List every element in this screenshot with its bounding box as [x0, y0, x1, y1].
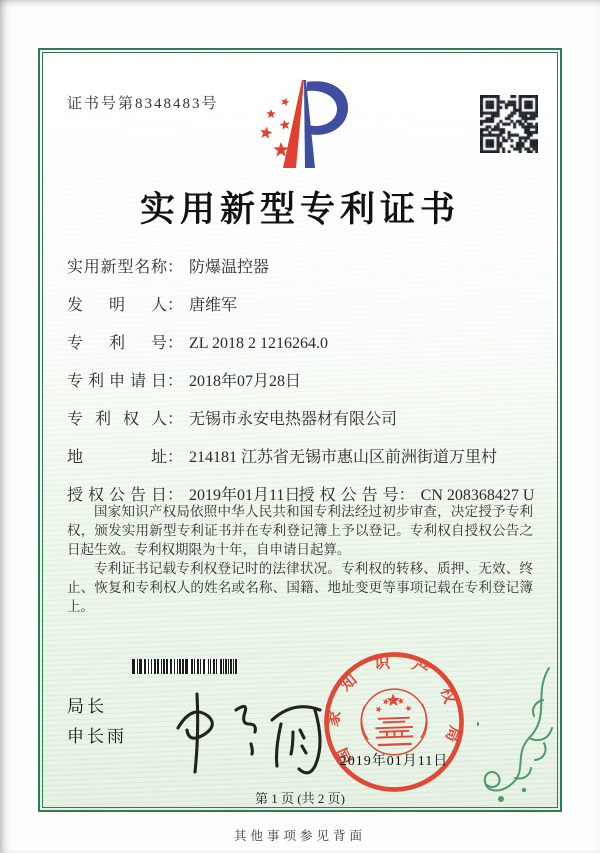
field-colon: ： [398, 487, 415, 504]
field-value: 防爆温控器 [189, 259, 270, 276]
field-colon: ： [167, 259, 184, 276]
field-colon: ： [167, 297, 184, 314]
seal-ring-text: 国家知识产权局 [324, 654, 464, 767]
corner-flourish-icon [477, 666, 555, 804]
certificate-title: 实用新型专利证书 [139, 190, 460, 229]
official-block [67, 692, 127, 752]
legal-paragraph-2: 专利证书记载专利权登记时的法律状况。专利权的转移、质押、无效、终止、恢复和专利权人的姓名或名称、国籍、地址变更等事项记载在专利登记簿上。 [67, 561, 533, 614]
field-label: 地址 [67, 449, 167, 466]
field-colon: ： [167, 449, 184, 466]
qr-code [480, 95, 538, 153]
field-value: 无锡市永安电热器材有限公司 [189, 411, 398, 428]
cnipa-logo-icon [245, 76, 355, 174]
field-label: 专利权人 [67, 411, 167, 428]
field-label: 专利申请日 [67, 373, 167, 390]
director-signature [150, 680, 340, 780]
field-colon: ： [167, 411, 184, 428]
field-list [67, 256, 535, 522]
field-value: 唐维军 [189, 297, 238, 314]
barcode [132, 659, 238, 674]
field-colon: ： [167, 335, 184, 352]
national-emblem-icon [360, 688, 428, 756]
official-name: 申长雨 [67, 727, 127, 746]
field-label: 实用新型名称 [67, 259, 167, 276]
official-post: 局长 [67, 697, 107, 716]
field-label: 授权公告日 [67, 487, 167, 504]
legal-paragraph-1: 国家知识产权局依照中华人民共和国专利法经过初步审查，决定授予专利权，颁发实用新型专利证书并在专利登记簿上予以登记。专利权自授权公告之日起生效。专利权期限为十年，自申请日起算。 [67, 504, 533, 557]
field-row-patentee [67, 408, 535, 432]
field-row-address [67, 446, 535, 470]
page-number: 第 1 页 (共 2 页) [255, 791, 345, 806]
field-label: 发明人 [67, 297, 167, 314]
back-side-note: 其他事项参见背面 [233, 829, 366, 843]
qr-code-canvas [480, 95, 538, 153]
field-row-inventor [67, 294, 535, 318]
field-value: ZL 2018 2 1216264.0 [189, 335, 328, 352]
field-colon: ： [167, 487, 184, 504]
legal-text [67, 502, 533, 616]
field-value: 214181 江苏省无锡市惠山区前洲街道万里村 [189, 449, 498, 466]
certificate-number: 证书号第8348483号 [67, 96, 219, 112]
field-row-name [67, 256, 535, 280]
certificate-border-frame [38, 48, 562, 812]
field-value: CN 208368427 U [420, 487, 535, 504]
seal-date: 2019年01月11日 [339, 754, 449, 769]
field-label: 专利号 [67, 335, 167, 352]
field-value: 2018年07月28日 [189, 373, 302, 390]
field-row-filing-date [67, 370, 535, 394]
field-value: 2019年01月11日 [189, 487, 301, 504]
field-label: 授权公告号 [298, 487, 399, 504]
field-row-patent-no [67, 332, 535, 356]
official-seal [316, 644, 471, 799]
field-colon: ： [167, 373, 184, 390]
